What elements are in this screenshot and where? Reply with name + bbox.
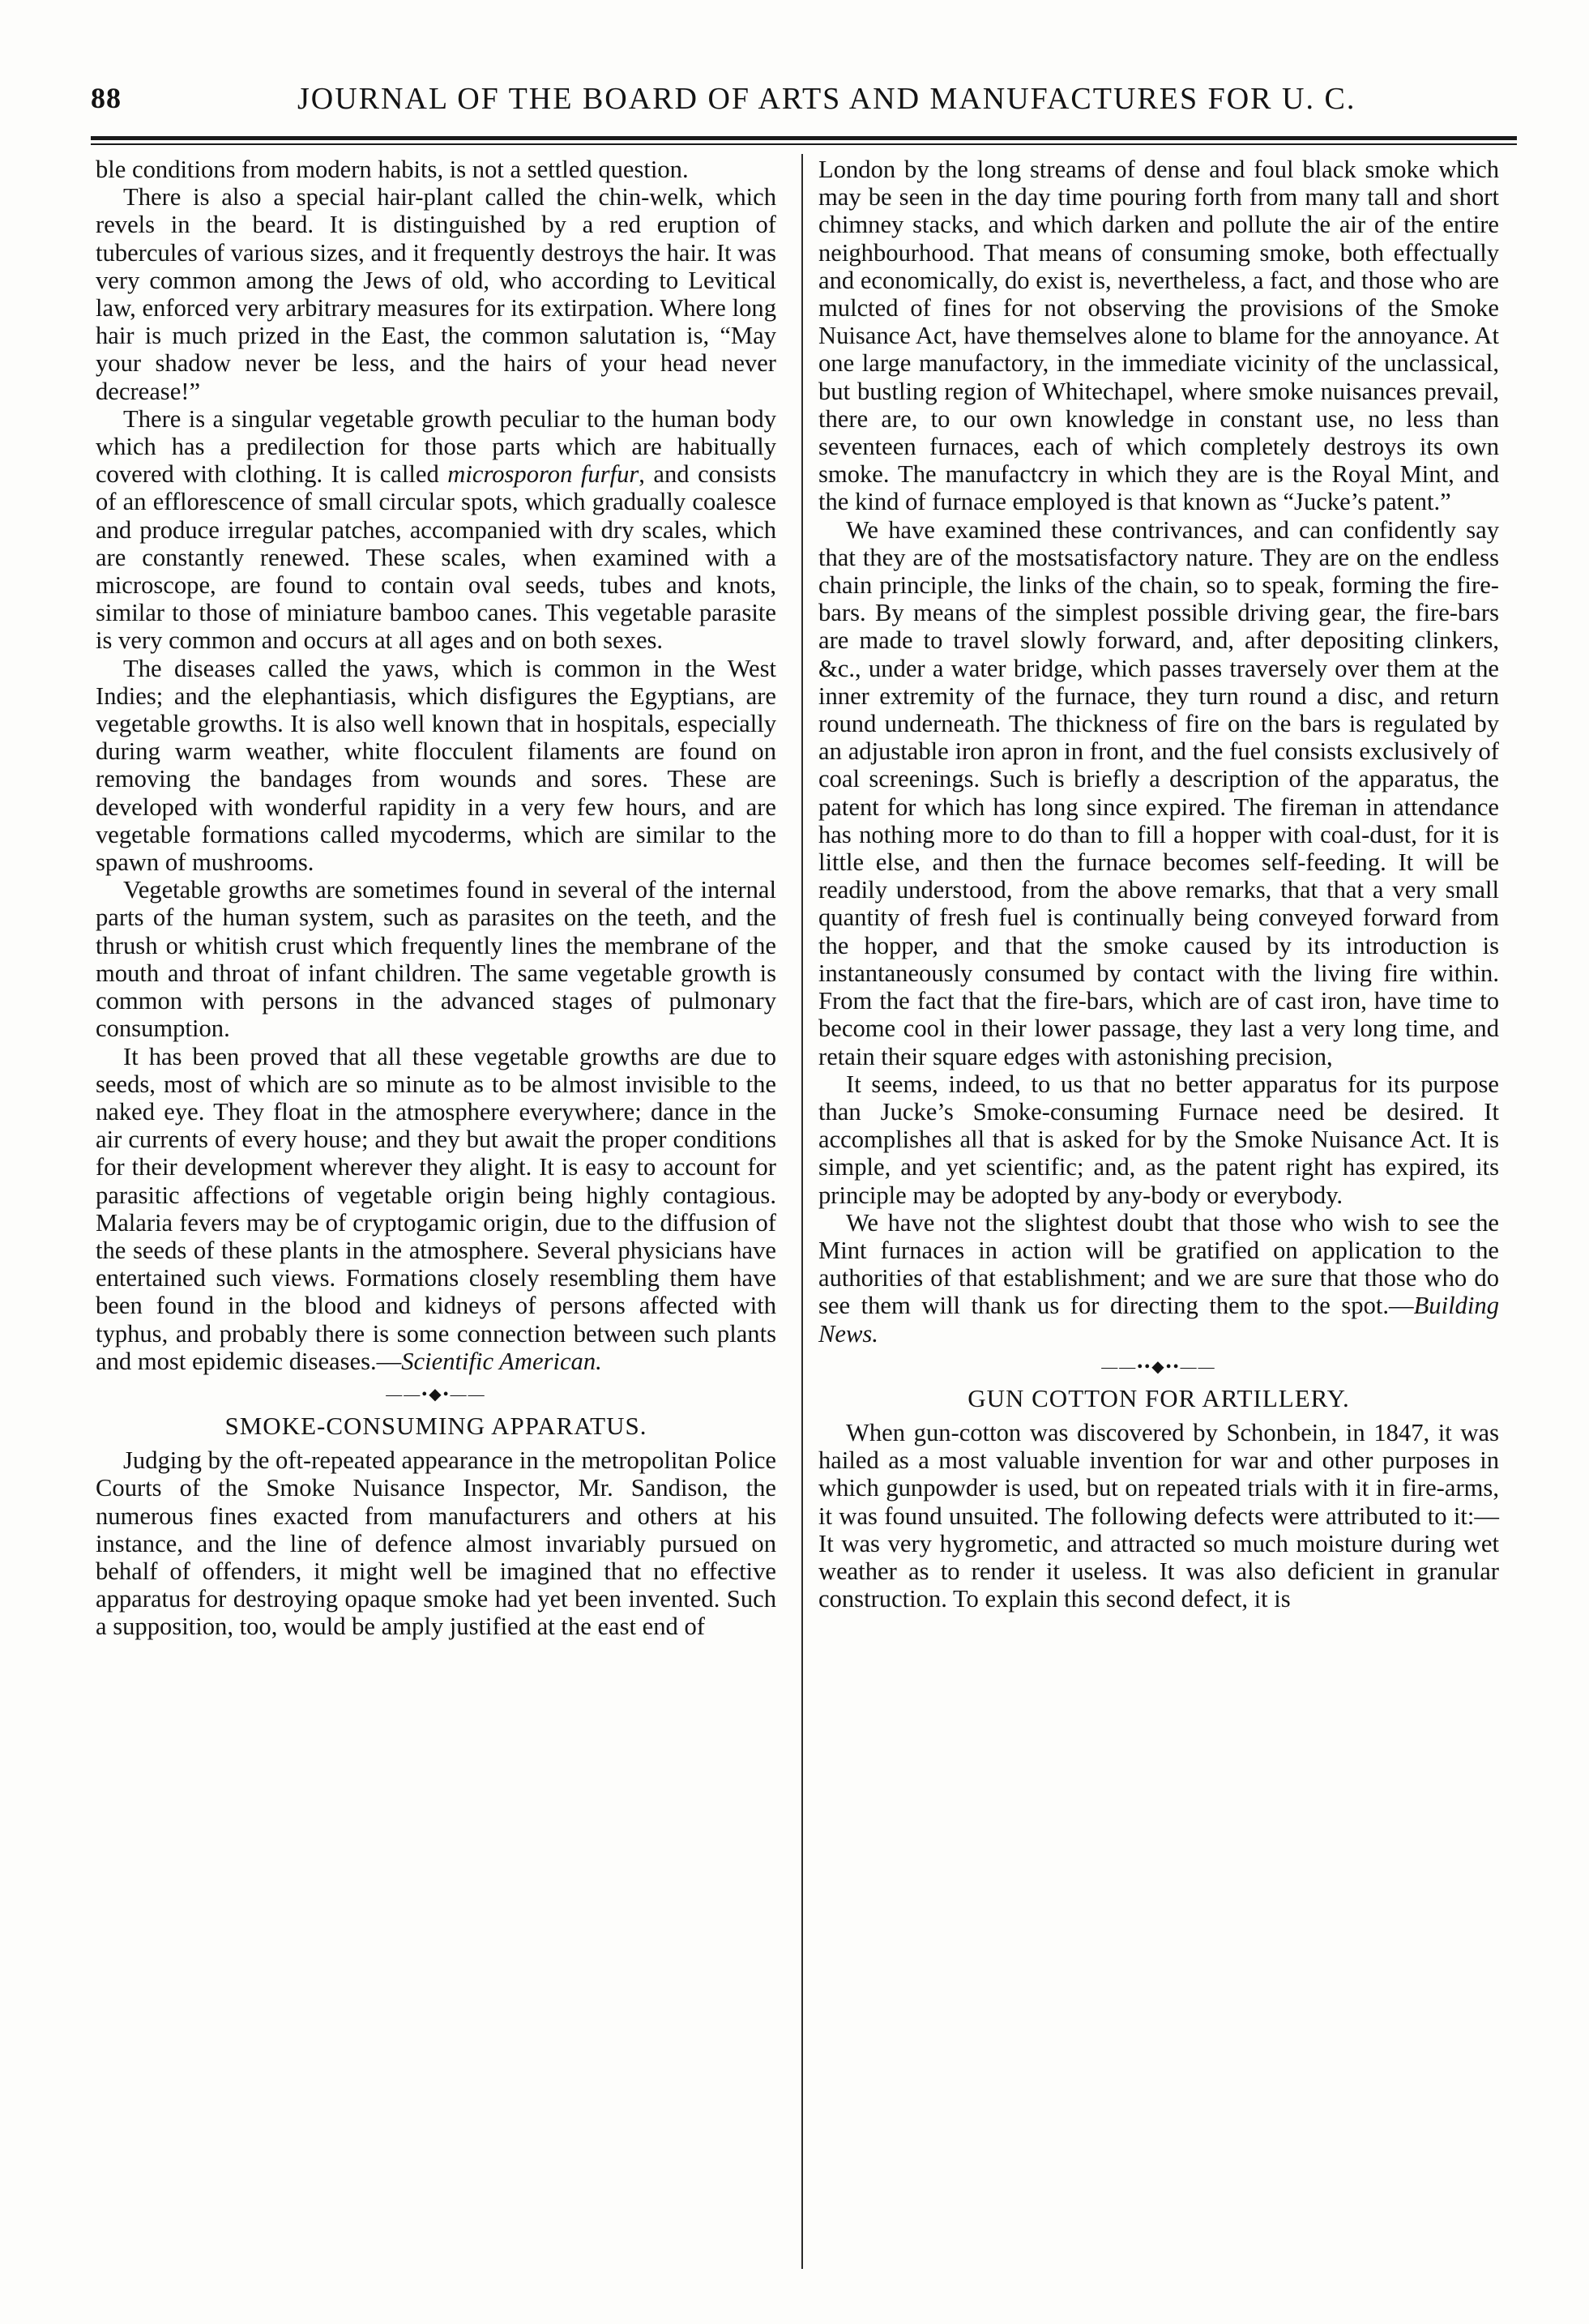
left-paragraph-5: Vegetable growths are sometimes found in several of the internal parts of the human system, such as parasites on the teeth, and the thrush or whitish crust which frequently lines the membrane of the mouth and throat of infant children. The same vegetable growth is common with persons in the advanced stages of pulmonary consumption. (96, 876, 776, 1043)
page-number: 88 (91, 82, 122, 114)
section-title-gun-cotton: GUN COTTON FOR ARTILLERY. (967, 1383, 1350, 1412)
column-divider (801, 154, 803, 2269)
left-paragraph-1: ble conditions from modern habits, is not a settled question. (96, 156, 689, 183)
source-citation: Scientific American. (401, 1347, 602, 1375)
right-paragraph-4 (818, 1209, 1499, 1348)
right-paragraph-5: When gun-cotton was discovered by Schonbein, in 1847, it was hailed as a most valuable invention for war and other purposes in which gunpowder is used, but on repeated trials with it in fire-arms, it was found unsuited. The following defects were attributed to it:—It was very hygrometic, and attracted so much moisture during wet weather as to render it useless. It was also deficient in granular construction. To explain this second defect, it is (818, 1418, 1499, 1613)
section-title-smoke-consuming: SMOKE-CONSUMING APPARATUS. (224, 1411, 647, 1440)
left-paragraph-6 (96, 1043, 776, 1375)
right-paragraph-4-text: We have not the slightest doubt that those who wish to see the Mint furnaces in action will be gratified on application to the authorities of that establishment; and we are sure that those who do see them will thank us for directing them to the spot.— (818, 1208, 1499, 1320)
left-paragraph-4: The diseases called the yaws, which is common in the West Indies; and the elephantiasis, which disfigures the Egyptians, are vegetable growths. It is also well known that in hospitals, especially during warm weather, white flocculent filaments are found on removing the bandages from wounds and sores. These are developed with wonderful rapidity in a very few hours, and are vegetable formations called mycoderms, which are similar to the spawn of mushrooms. (96, 654, 776, 877)
scientific-term: microsporon furfur (447, 460, 639, 489)
left-paragraph-7: Judging by the oft-repeated appearance in the metropolitan Police Courts of the Smoke Nuisance Inspector, Mr. Sandison, the numerous fines exacted from manufacturers and others at his instance, and the line of defence almost invariably pursued on behalf of offenders, it might well be imagined that no effective apparatus for destroying opaque smoke had yet been invented. Such a supposition, too, would be amply justified at the east end of (96, 1446, 776, 1641)
right-paragraph-1: London by the long streams of dense and foul black smoke which may be seen in the day time pouring forth from many tall and short chimney stacks, and which darken and pollute the air of the entire neighbourhood. That means of consuming smoke, both effectually and economically, do exist is, nevertheless, a fact, and those who are mulcted of fines for not observing the provisions of the Smoke Nuisance Act, have themselves alone to blame for the annoyance. At one large manufactory, in the immediate vicinity of the unclassical, but bustling region of Whitechapel, where smoke nuisances prevail, there are, to our own knowledge in constant use, no less than seventeen furnaces, each of which completely destroys its own smoke. The manufactcry in which they are is the Royal Mint, and the kind of furnace employed is that known as “Jucke’s patent.” (818, 156, 1499, 516)
header-rule-thick (91, 136, 1517, 140)
left-paragraph-3-end: , and consists of an efflorescence of small circular spots, which gradually coalesce and produce irregular patches, accompanied with dry scales, which are constantly renewed. These scales, when examined with a microscope, are found to contain oval seeds, tubes and knots, similar to those of miniature bamboo canes. This vegetable parasite is very common and occurs at all ages and on both sexes. (96, 460, 776, 655)
left-paragraph-3-start: There is a singular vegetable growth peculiar to the human body which has a predilection for those parts which are habitually covered with clothing. It is called (96, 404, 776, 489)
left-paragraph-6-text: It has been proved that all these vegetable growths are due to seeds, most of which are so minute as to be almost invisible to the naked eye. They float in the atmosphere everywhere; dance in the air currents of every house; and they but await the proper conditions for their development wherever they alight. It is easy to account for parasitic affections of vegetable origin being highly contagious. Malaria fevers may be of cryptogamic origin, due to the diffusion of the seeds of these plants in the atmosphere. Several physicians have entertained such views. Formations closely resembling them have been found in the blood and kidneys of persons affected with typhus, and probably there is some connection between such plants and most epidemic diseases.— (96, 1042, 776, 1375)
left-paragraph-2: There is also a special hair-plant called the chin-welk, which revels in the beard. It is distinguished by a red eruption of tubercules of various sizes, and it frequently destroys the hair. It was very common among the Jews of old, who according to Levitical law, enforced very arbitrary measures for its extirpation. Where long hair is much prized in the East, the common salutation is, “May your shadow never be less, and the hairs of your head never decrease!” (96, 183, 776, 405)
section-ornament: ——••◆••—— (1101, 1357, 1216, 1376)
header-rule-thin (91, 143, 1517, 145)
section-ornament: ——•◆•—— (386, 1385, 486, 1403)
left-column (96, 156, 776, 1641)
left-paragraph-3 (96, 405, 776, 655)
running-head: JOURNAL OF THE BOARD OF ARTS AND MANUFACTURES FOR U. C. (297, 82, 1356, 116)
right-paragraph-2: We have examined these contrivances, and can confidently say that they are of the mostsatisfactory nature. They are on the endless chain principle, the links of the chain, so to speak, forming the fire-bars. By means of the simplest possible driving gear, the fire-bars are made to travel slowly forward, and, after depositing clinkers, &c., under a water bridge, which passes traversely over them at the inner extremity of the furnace, they turn round a disc, and return round underneath. The thickness of fire on the bars is regulated by an adjustable iron apron in front, and the fuel consists exclusively of coal screenings. Such is briefly a description of the apparatus, the patent for which has long since expired. The fireman in attendance has nothing more to do than to fill a hopper with coal-dust, for it is little else, and then the furnace becomes self-feeding. It will be readily understood, from the above remarks, that that a very small quantity of fresh fuel is continually being conveyed forward from the hopper, and that the smoke caused by its introduction is instantaneously consumed by contact with the living fire within. From the fact that the fire-bars, which are of cast iron, have time to become cool in their lower passage, they last a very long time, and retain their square edges with astonishing precision, (818, 515, 1499, 1070)
source-citation: Building News. (818, 1292, 1499, 1348)
right-column (818, 156, 1499, 1613)
page-header (91, 81, 1517, 130)
right-paragraph-3: It seems, indeed, to us that no better apparatus for its purpose than Jucke’s Smoke-consuming Furnace need be desired. It accomplishes all that is asked for by the Smoke Nuisance Act. It is simple, and yet scientific; and, as the patent right has expired, its principle may be adopted by any-body or everybody. (818, 1070, 1499, 1209)
